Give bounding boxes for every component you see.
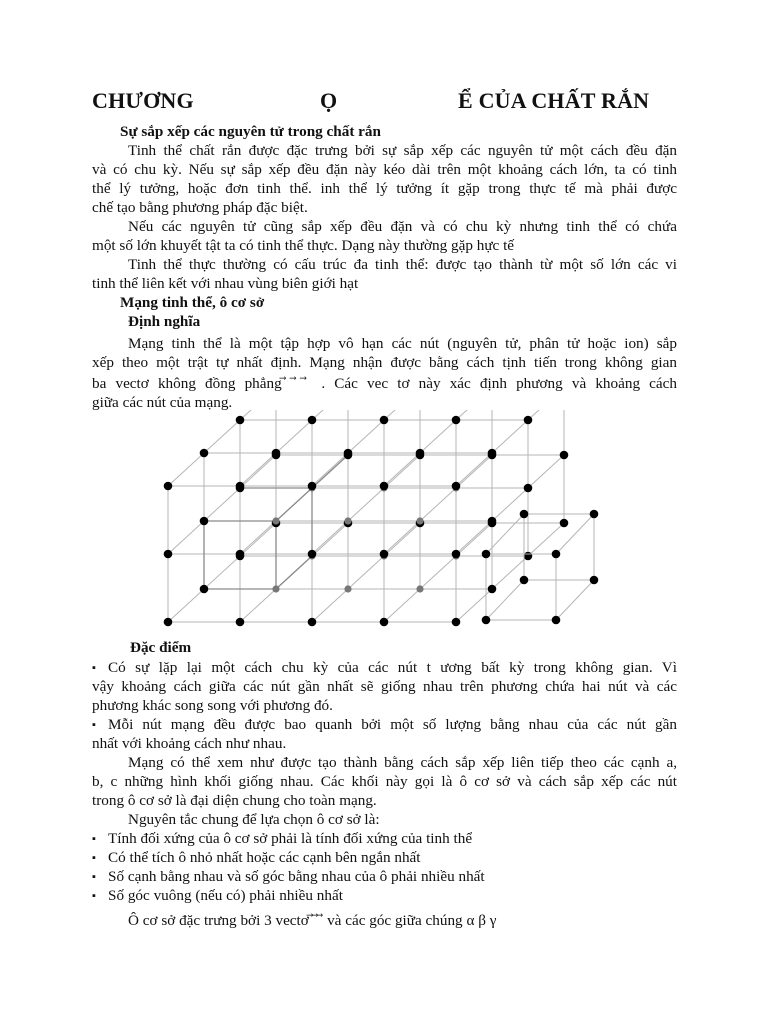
title-part-2: Ọ <box>320 88 338 113</box>
lattice-node <box>308 416 317 425</box>
section2-line-4: giữa các nút của mạng. <box>92 394 233 411</box>
section2-subheading: Định nghĩa <box>128 313 201 330</box>
unit-cell-node <box>552 550 561 559</box>
section1-line-4: chế tạo bằng phương pháp đặc biệt. <box>92 199 308 216</box>
lattice-line <box>168 410 276 486</box>
unit-cell-node <box>590 510 599 519</box>
rule-4-marker: ▪ <box>92 890 96 902</box>
lattice-node <box>200 517 209 526</box>
section1-line-6: một số lớn khuyết tật ta có tinh thể thực. Dạng này thường gặp hực tế <box>92 237 515 254</box>
lattice-node <box>524 484 533 493</box>
lattice-line <box>312 455 420 554</box>
lattice-node <box>236 482 245 491</box>
section2-line-3: ba vectơ không đồng phẳng ⃗ ⃗ ⃗ . Các vec tơ này xác định phương và khoảng cách <box>92 375 677 392</box>
section2-line-1: Mạng tinh thể là một tập hợp vô hạn các nút (nguyên tử, phân tử hoặc ion) sắp <box>128 335 677 352</box>
lattice-node <box>344 585 351 592</box>
last-line: Ô cơ sở đặc trưng bởi 3 vectơ ⃗ ⃗ ⃗ và các góc giữa chúng α β γ <box>128 912 497 929</box>
lattice-node <box>488 585 497 594</box>
lattice-node <box>164 550 173 559</box>
lattice-node <box>488 517 497 526</box>
bullet-2-line-2: nhất với khoảng cách như nhau. <box>92 735 287 752</box>
lattice-line <box>168 523 276 622</box>
lattice-node <box>416 517 423 524</box>
lattice-node <box>560 451 569 460</box>
section1-line-8: tinh thể liên kết với nhau vùng biên giới hạt <box>92 275 359 292</box>
lattice-line <box>384 455 492 554</box>
title-part-3: Ể CỦA CHẤT RẮN <box>458 88 650 113</box>
lattice-line <box>240 410 348 486</box>
bullet-1-line-2: vậy khoảng cách giữa các nút gần nhất sẽ giống nhau trên phương chứa hai nút và các <box>92 678 677 695</box>
unit-cell-nodes <box>482 510 599 625</box>
lattice-line <box>312 523 420 622</box>
lattice-node <box>380 618 389 627</box>
rule-4: Số góc vuông (nếu có) phải nhiều nhất <box>108 887 343 904</box>
lattice-node <box>416 449 425 458</box>
section2-line-2: xếp theo một trật tự nhất định. Mạng nhận được bằng cách tịnh tiến trong không gian <box>92 354 677 371</box>
lattice-line <box>384 410 492 486</box>
unit-cell-node <box>590 576 599 585</box>
rule-3-marker: ▪ <box>92 871 96 883</box>
lattice-node <box>236 550 245 559</box>
lattice-node <box>200 449 209 458</box>
lattice-node <box>308 618 317 627</box>
big-lattice <box>168 410 564 622</box>
bullet-2-marker: ▪ <box>92 719 96 731</box>
lattice-node <box>236 416 245 425</box>
unit-cell-edge <box>556 580 594 620</box>
unit-cell-edge <box>276 488 312 521</box>
unit-cell <box>486 514 594 620</box>
unit-cell-node <box>520 510 529 519</box>
lattice-line <box>456 523 564 622</box>
lattice-node <box>272 517 279 524</box>
lattice-node <box>524 552 533 561</box>
lattice-node <box>524 416 533 425</box>
section1-line-7: Tinh thể thực thường có cấu trúc đa tinh thể: được tạo thành từ một số lớn các vi <box>128 256 677 273</box>
lattice-node <box>236 618 245 627</box>
section1-line-5: Nếu các nguyên tử cũng sắp xếp đều đặn và có chu kỳ nhưng tinh thể có chứa <box>128 218 677 235</box>
lattice-node <box>272 449 281 458</box>
lattice-node <box>560 519 569 528</box>
lattice-node <box>416 585 423 592</box>
lattice-line <box>456 410 564 486</box>
paragraph-line-3: trong ô cơ sở là đại diện chung cho toàn mạng. <box>92 792 377 809</box>
title-part-1: CHƯƠNG <box>92 88 194 113</box>
lattice-node <box>488 449 497 458</box>
lattice-node <box>308 550 317 559</box>
rule-1: Tính đối xứng của ô cơ sở phải là tính đối xứng của tinh thể <box>108 830 473 847</box>
lattice-line <box>312 410 420 486</box>
lattice-node <box>344 449 353 458</box>
unit-cell-node <box>482 550 491 559</box>
rule-2-marker: ▪ <box>92 852 96 864</box>
lattice-node <box>452 416 461 425</box>
unit-cell-edge <box>276 556 312 589</box>
rule-2: Có thể tích ô nhỏ nhất hoặc các cạnh bên ngắn nhất <box>108 849 421 866</box>
lattice-node <box>344 517 351 524</box>
crystal-lattice-figure <box>150 410 690 630</box>
bullet-1-line-1: Có sự lặp lại một cách chu kỳ của các nút t ương bất kỳ trong không gian. Vì <box>108 659 677 676</box>
lattice-node <box>272 585 279 592</box>
section2-heading: Mạng tinh thể, ô cơ sở <box>120 294 265 311</box>
section3-heading: Đặc điểm <box>130 639 192 656</box>
paragraph-line-2: b, c những hình khối giống nhau. Các khối này gọi là ô cơ sở và cách sắp xếp các nút <box>92 773 677 790</box>
section1-line-1: Tinh thể chất rắn được đặc trưng bởi sự sắp xếp các nguyên tử một cách đều đặn <box>128 142 677 159</box>
lattice-node <box>308 482 317 491</box>
paragraph-line-1: Mạng có thể xem như được tạo thành bằng cách sắp xếp liên tiếp theo các cạnh a, <box>128 754 677 771</box>
section1-line-2: và có chu kỳ. Nếu sự sắp xếp đều đặn này kéo dài trên một khoảng cách lớn, ta có tinh <box>92 161 677 178</box>
lattice-nodes <box>164 410 569 626</box>
lattice-node <box>380 482 389 491</box>
lattice-node <box>164 618 173 627</box>
section1-heading: Sự sắp xếp các nguyên tử trong chất rắn <box>120 123 381 140</box>
lattice-node <box>200 585 209 594</box>
unit-cell-node <box>520 576 529 585</box>
bullet-1-line-3: phương khác song song với phương đó. <box>92 697 333 714</box>
unit-cell-node <box>552 616 561 625</box>
unit-cell-edge <box>312 455 348 488</box>
rule-3: Số cạnh bằng nhau và số góc bằng nhau của ô phải nhiều nhất <box>108 868 485 885</box>
lattice-node <box>452 482 461 491</box>
section1-line-3: thể lý tưởng, hoặc đơn tinh thể. inh thể lý tưởng ít gặp trong thực tế mà phải được <box>92 180 677 197</box>
rules-intro: Nguyên tắc chung để lựa chọn ô cơ sở là: <box>128 811 380 828</box>
lattice-line <box>168 455 276 554</box>
lattice-node <box>380 550 389 559</box>
unit-cell-node <box>482 616 491 625</box>
lattice-node <box>452 618 461 627</box>
bullet-2-line-1: Mỗi nút mạng đều được bao quanh bởi một số lượng bằng nhau của các nút gần <box>108 716 677 733</box>
lattice-node <box>164 482 173 491</box>
lattice-line <box>456 455 564 554</box>
lattice-line <box>384 523 492 622</box>
rule-1-marker: ▪ <box>92 833 96 845</box>
lattice-node <box>452 550 461 559</box>
lattice-node <box>380 416 389 425</box>
bullet-1-marker: ▪ <box>92 662 96 674</box>
